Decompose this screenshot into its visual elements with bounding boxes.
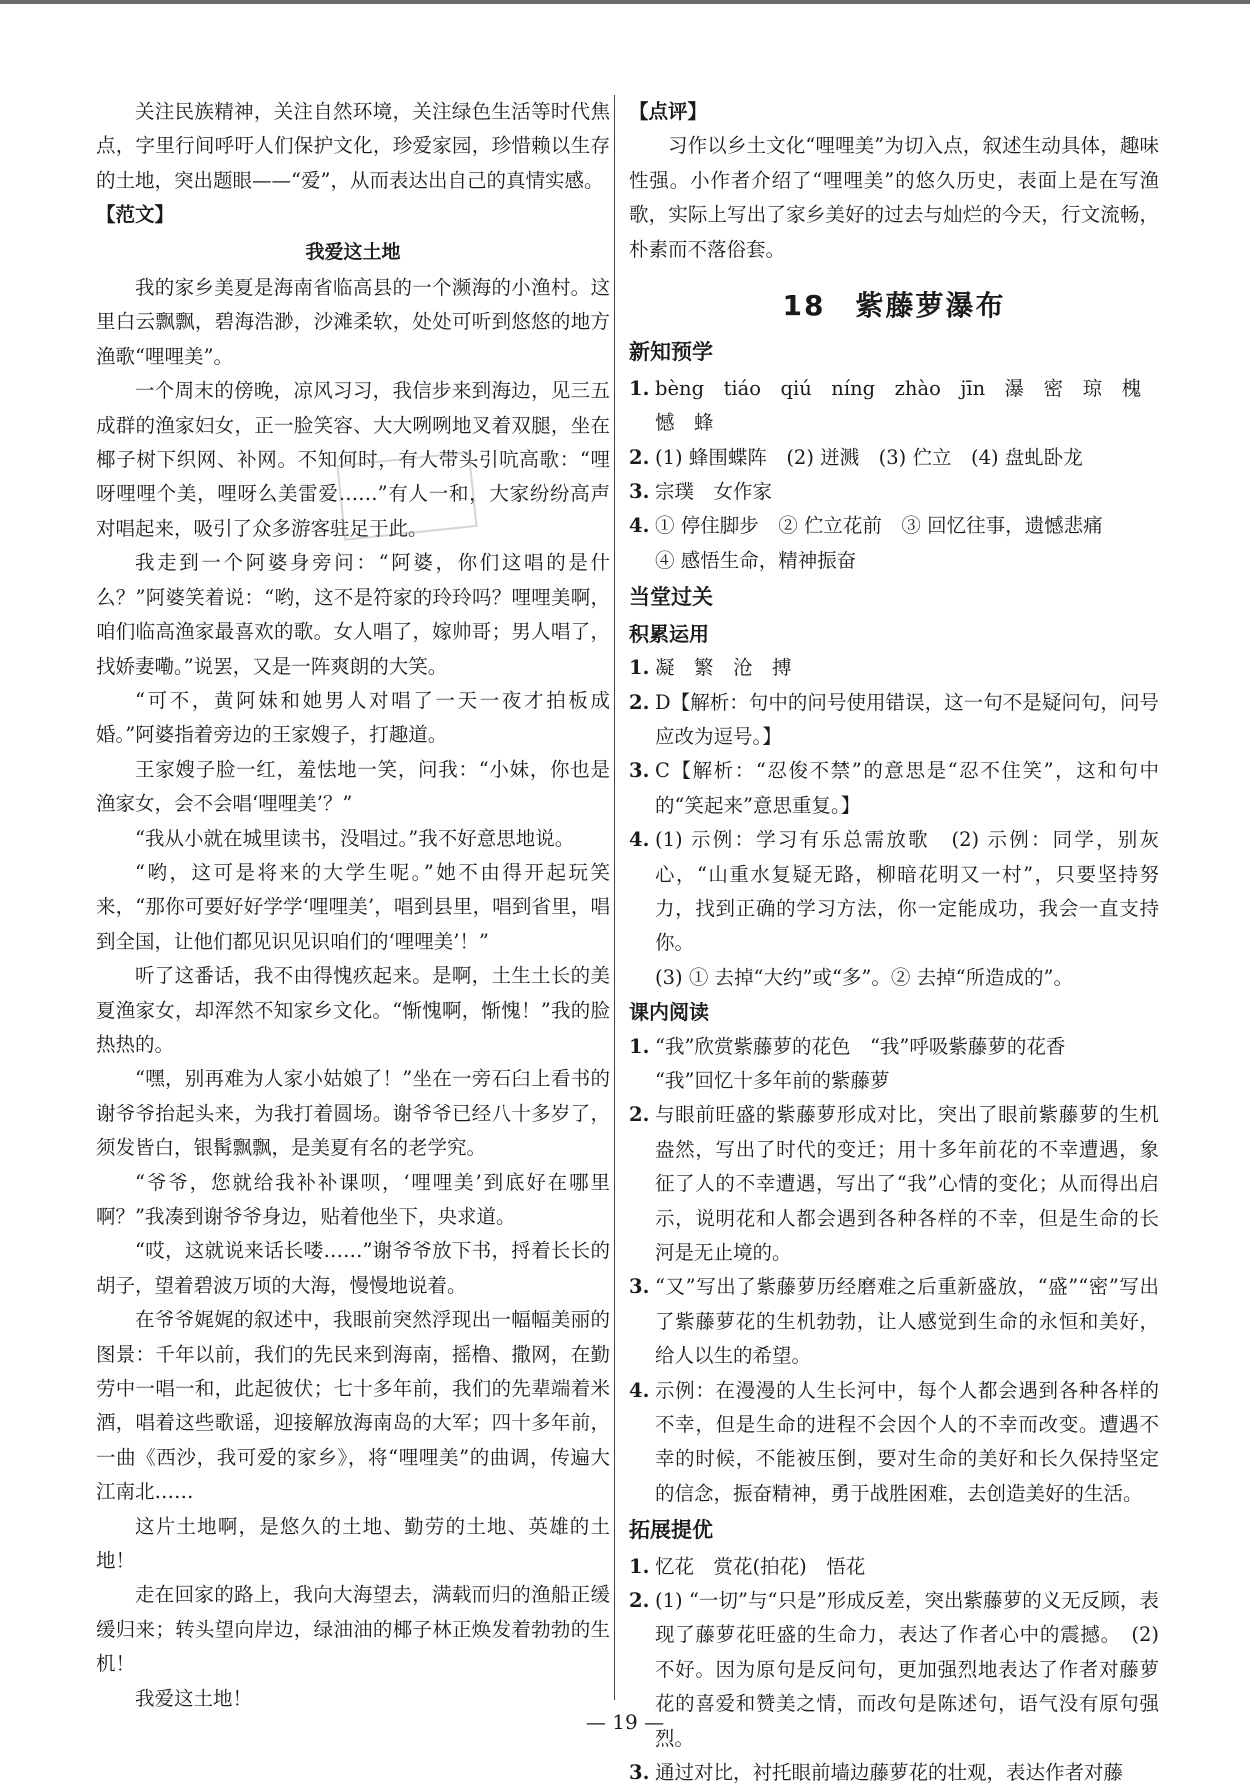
list-item: 2. (1) 蜂围蝶阵 (2) 迸溅 (3) 伫立 (4) 盘虬卧龙 (629, 445, 1083, 469)
list-item: 1. bèng tiáo qiú níng zhào jīn 瀑 密 琼 槐 (629, 376, 1142, 400)
list-item: 2. 与眼前旺盛的紫藤萝形成对比，突出了眼前紫藤萝的生机盎然，写出了时代的变迁；用十多年前花的不幸遭遇，象征了人的不幸遭遇，写出了“我”心情的变化；从而得出启示，说明花和人都会遇到各种各样的不幸，但是生命的长河是无止境的。 (629, 1103, 1159, 1264)
list-item: 3. 宗璞 女作家 (629, 480, 773, 504)
essay-paragraph: “爷爷，您就给我补补课呗，‘哩哩美’到底好在哪里啊？”我凑到谢爷爷身边，贴着他坐下，央求道。 (96, 1170, 610, 1228)
essay-paragraph: 走在回家的路上，我向大海望去，满载而归的渔船正缓缓归来；转头望向岸边，绿油油的椰子林正焕发着勃勃的生机！ (96, 1583, 610, 1676)
essay-title: 我爱这土地 (305, 240, 401, 263)
list-item: 3. 通过对比，衬托眼前墙边藤萝花的壮观，表达作者对藤 (629, 1761, 1124, 1785)
essay-paragraph: “哟，这可是将来的大学生呢。”她不由得开起玩笑来，“那你可要好好学学‘哩哩美’，唱到县里，唱到省里，唱到全国，让他们都见识见识咱们的‘哩哩美’！” (96, 860, 610, 953)
essay-paragraph: “哎，这就说来话长喽……”谢爷爷放下书，捋着长长的胡子，望着碧波万顷的大海，慢慢地说着。 (96, 1239, 610, 1297)
list-item: 4. (1) 示例：学习有乐总需放歌 (2) 示例：同学，别灰心，“山重水复疑无路，柳暗花明又一村”，只要坚持努力，找到正确的学习方法，你一定能成功，我会一直支持你。 (629, 828, 1159, 955)
top-border (0, 0, 1250, 4)
list-item: 1. 忆花 赏花(拍花) 悟花 (629, 1554, 866, 1578)
list-item-continuation: ④ 感悟生命，精神振奋 (655, 548, 857, 572)
list-item: 3. “又”写出了紫藤萝历经磨难之后重新盛放，“盛”“密”写出了紫藤萝花的生机勃勃，让人感觉到生命的永恒和美好，给人以生的希望。 (629, 1275, 1159, 1368)
fanwen-tag: 【范文】 (96, 203, 175, 227)
dianping-text: 习作以乡土文化“哩哩美”为切入点，叙述生动具体，趣味性强。小作者介绍了“哩哩美”的悠久历史，表面上是在写渔歌，实际上写出了家乡美好的过去与灿烂的今天，行文流畅，朴素而不落俗套。 (629, 134, 1159, 261)
dianping-tag: 【点评】 (629, 100, 708, 123)
section-tuozhan: 拓展提优 (629, 1518, 713, 1543)
list-item: 1. 凝 繁 沧 搏 (629, 656, 792, 680)
list-item: 4. ① 停住脚步 ② 伫立花前 ③ 回忆往事，遗憾悲痛 (629, 514, 1103, 538)
section-xinzhi: 新知预学 (629, 340, 713, 365)
list-item: 4. 示例：在漫漫的人生长河中，每个人都会遇到各种各样的不幸，但是生命的进程不会因个人的不幸而改变。遭遇不幸的时候，不能被压倒，要对生命的美好和长久保持坚定的信念，振奋精神，勇于战胜困难，去创造美好的生活。 (629, 1378, 1159, 1505)
essay-paragraph: 王家嫂子脸一红，羞怯地一笑，问我：“小妹，你也是渔家女，会不会唱‘哩哩美’？” (96, 757, 610, 816)
essay-paragraph: 这片土地啊，是悠久的土地、勤劳的土地、英雄的土地！ (96, 1514, 610, 1573)
list-item: 2. D【解析：句中的问号使用错误，这一句不是疑问句，问号应改为逗号。】 (629, 690, 1159, 748)
list-item-continuation: (3) ① 去掉“大约”或“多”。② 去掉“所造成的”。 (655, 965, 1074, 989)
essay-paragraph: “可不，黄阿妹和她男人对唱了一天一夜才拍板成婚。”阿婆指着旁边的王家嫂子，打趣道。 (96, 688, 610, 747)
essay-paragraph: “嘿，别再难为人家小姑娘了！”坐在一旁石臼上看书的谢爷爷抬起头来，为我打着圆场。谢爷爷已经八十多岁了，须发皆白，银髯飘飘，是美夏有名的老学究。 (96, 1067, 610, 1160)
list-item-continuation: “我”回忆十多年前的紫藤萝 (655, 1068, 890, 1092)
intro-tail: 关注民族精神，关注自然环境，关注绿色生活等时代焦点，字里行间呼吁人们保护文化，珍爱家园，珍惜赖以生存的土地，突出题眼——“爱”，从而表达出自己的真情实感。 (96, 100, 610, 192)
essay-paragraph: 一个周末的傍晚，凉风习习，我信步来到海边，见三五成群的渔家妇女，正一脸笑容、大大咧咧地叉着双腿，坐在椰子树下织网、补网。不知何时，有人带头引吭高歌：“哩呀哩哩个美，哩呀么美雷爱……”有人一和，大家纷纷高声对唱起来，吸引了众多游客驻足于此。 (96, 379, 610, 540)
list-item: 1. “我”欣赏紫藤萝的花色 “我”呼吸紫藤萝的花香 (629, 1034, 1066, 1058)
stamp-mark (336, 451, 477, 541)
list-item: 3. C【解析：“忍俊不禁”的意思是“忍不住笑”，这和句中的“笑起来”意思重复。】 (629, 759, 1159, 817)
column-divider (614, 95, 615, 1700)
list-item-continuation: 憾 蜂 (655, 411, 714, 435)
lesson-title: 18 紫藤萝瀑布 (782, 289, 1006, 323)
left-column (96, 95, 610, 1716)
essay-paragraph: 我爱这土地！ (135, 1686, 253, 1710)
essay-paragraph: 在爷爷娓娓的叙述中，我眼前突然浮现出一幅幅美丽的图景：千年以前，我们的先民来到海南，摇橹、撒网，在勤劳中一唱一和，此起彼伏；七十多年前，我们的先辈端着米酒，唱着这些歌谣，迎接解放海南岛的大军；四十多年前，一曲《西沙，我可爱的家乡》，将“哩哩美”的曲调，传遍大江南北…… (96, 1308, 610, 1504)
page-number: — 19 — (585, 1710, 665, 1734)
essay-paragraph: 我走到一个阿婆身旁问：“阿婆，你们这唱的是什么？”阿婆笑着说：“哟，这不是符家的玲玲吗？哩哩美啊，咱们临高渔家最喜欢的歌。女人唱了，嫁帅哥；男人唱了，找娇妻嘞。”说罢，又是一阵爽朗的大笑。 (96, 551, 610, 678)
section-dangtang: 当堂过关 (629, 585, 713, 610)
list-item: 2. (1) “一切”与“只是”形成反差，突出紫藤萝的义无反顾，表现了藤萝花旺盛的生命力，表达了作者心中的震撼。 (2) 不好。因为原句是反问句，更加强烈地表达了作者对藤萝花的喜爱和赞美之情，而改句是陈述句，语气没有原句强烈。 (629, 1589, 1159, 1750)
essay-paragraph: 听了这番话，我不由得愧疚起来。是啊，土生土长的美夏渔家女，却浑然不知家乡文化。“惭愧啊，惭愧！”我的脸热热的。 (96, 964, 610, 1056)
subsection-jilei: 积累运用 (629, 621, 709, 646)
essay-paragraph: 我的家乡美夏是海南省临高县的一个濒海的小渔村。这里白云飘飘，碧海浩渺，沙滩柔软，处处可听到悠悠的地方渔歌“哩哩美”。 (96, 276, 610, 368)
right-column (629, 95, 1159, 1791)
subsection-kenei: 课内阅读 (629, 1000, 709, 1025)
essay-paragraph: “我从小就在城里读书，没唱过。”我不好意思地说。 (135, 826, 575, 850)
